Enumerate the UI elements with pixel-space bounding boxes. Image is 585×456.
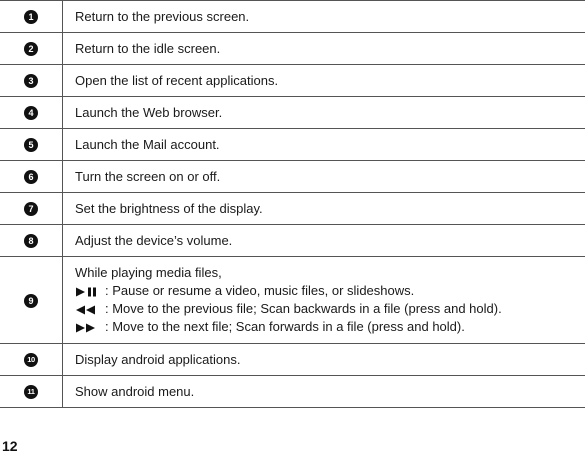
callout-row bbox=[0, 193, 585, 225]
callout-description: Display android applications. bbox=[63, 344, 585, 376]
callout-description: Return to the previous screen. bbox=[63, 1, 585, 33]
callout-number: 5 bbox=[24, 138, 38, 152]
callout-row bbox=[0, 376, 585, 408]
media-intro: While playing media files, bbox=[75, 265, 222, 280]
callout-description bbox=[63, 257, 585, 344]
callout-row bbox=[0, 344, 585, 376]
callout-number: 11 bbox=[24, 385, 38, 399]
media-control-text: : Pause or resume a video, music files, or slideshows. bbox=[105, 283, 415, 298]
media-control-text: : Move to the next file; Scan forwards in a file (press and hold). bbox=[105, 319, 465, 334]
callout-number: 4 bbox=[24, 106, 38, 120]
play-pause-icon bbox=[75, 287, 105, 297]
callout-row bbox=[0, 97, 585, 129]
callout-number: 3 bbox=[24, 74, 38, 88]
callout-description: Adjust the device’s volume. bbox=[63, 225, 585, 257]
callout-number: 7 bbox=[24, 202, 38, 216]
callout-description: Launch the Web browser. bbox=[63, 97, 585, 129]
callout-row bbox=[0, 1, 585, 33]
callout-row bbox=[0, 65, 585, 97]
callout-description: Launch the Mail account. bbox=[63, 129, 585, 161]
page-number: 12 bbox=[2, 438, 18, 454]
callout-row bbox=[0, 161, 585, 193]
callout-number: 9 bbox=[24, 294, 38, 308]
callout-number: 6 bbox=[24, 170, 38, 184]
rewind-icon bbox=[75, 305, 105, 315]
callout-row bbox=[0, 129, 585, 161]
callout-description: Return to the idle screen. bbox=[63, 33, 585, 65]
callout-row bbox=[0, 257, 585, 344]
callout-number: 8 bbox=[24, 234, 38, 248]
media-control-text: : Move to the previous file; Scan backwards in a file (press and hold). bbox=[105, 301, 502, 316]
callout-description: Set the brightness of the display. bbox=[63, 193, 585, 225]
media-control-item bbox=[75, 300, 585, 318]
callout-number: 10 bbox=[24, 353, 38, 367]
callout-number: 2 bbox=[24, 42, 38, 56]
callout-description: Turn the screen on or off. bbox=[63, 161, 585, 193]
media-control-item bbox=[75, 282, 585, 300]
callout-row bbox=[0, 33, 585, 65]
callout-description: Show android menu. bbox=[63, 376, 585, 408]
callout-row bbox=[0, 225, 585, 257]
callout-description: Open the list of recent applications. bbox=[63, 65, 585, 97]
media-control-item bbox=[75, 318, 585, 336]
callout-number: 1 bbox=[24, 10, 38, 24]
fast-forward-icon bbox=[75, 323, 105, 333]
